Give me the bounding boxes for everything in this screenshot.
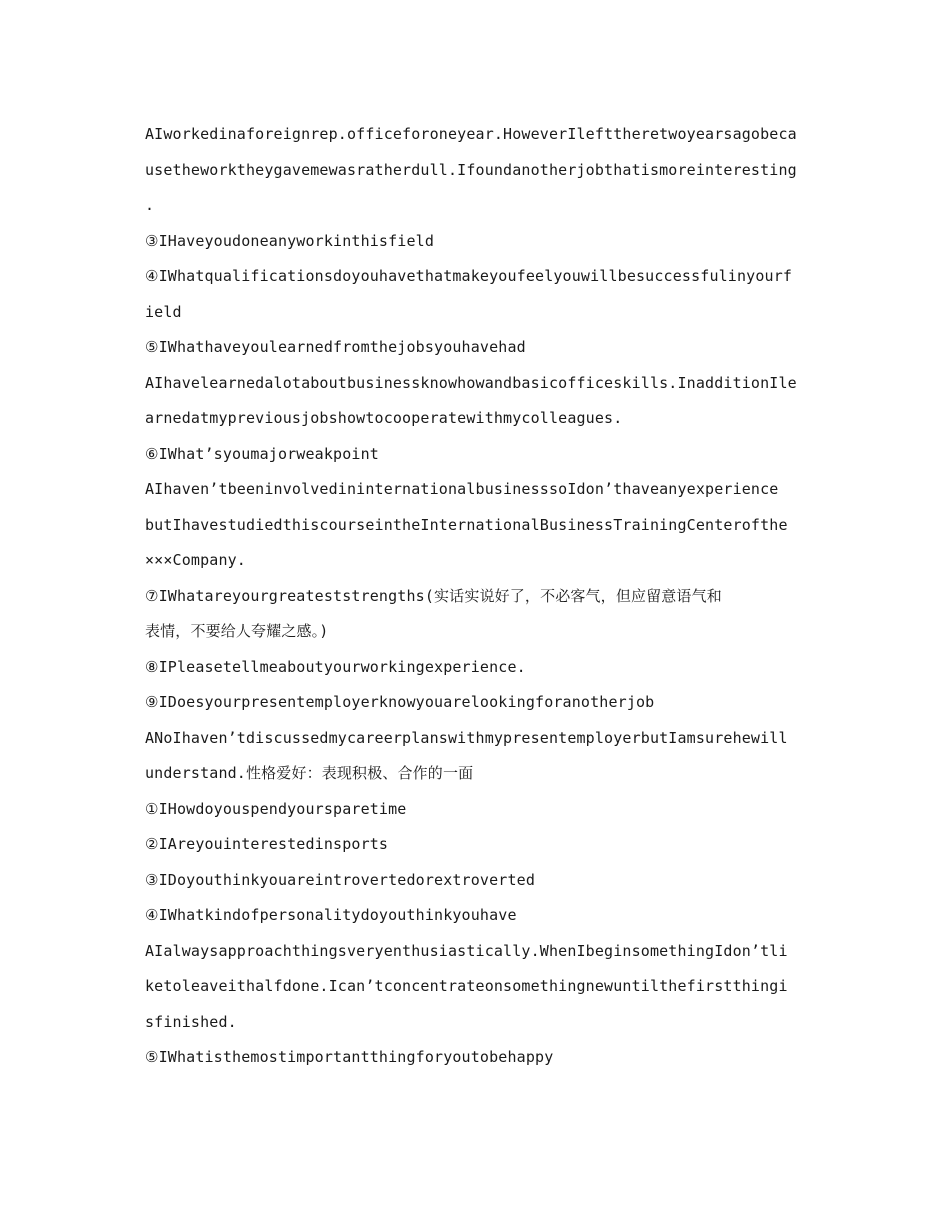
text-line: arnedatmypreviousjobshowtocooperatewithmycolleagues. bbox=[145, 409, 623, 427]
text-line: ⑤IWhatisthemostimportantthingforyoutobehappy bbox=[145, 1048, 554, 1066]
text-line: ⑥IWhat’syoumajorweakpoint bbox=[145, 444, 379, 463]
text-line: ③IDoyouthinkyouareintrovertedorextroverted bbox=[145, 870, 536, 889]
text-line: ⑤IWhathaveyoulearnedfromthejobsyouhavehad bbox=[145, 338, 526, 356]
text-line: ANoIhaven’tdiscussedmycareerplanswithmypresentemployerbutIamsurehewill bbox=[145, 728, 788, 747]
text-line: understand.性格爱好：表现积极、合作的一面 bbox=[145, 764, 474, 782]
text-line: butIhavestudiedthiscourseintheInternationalBusinessTrainingCenterofthe bbox=[145, 515, 788, 534]
text-line: ④IWhatqualificationsdoyouhavethatmakeyoufeelyouwillbesuccessfulinyourf bbox=[145, 267, 793, 285]
text-line: sfinished. bbox=[145, 1012, 237, 1031]
text-line: 表情，不要给人夸耀之感。) bbox=[145, 622, 329, 640]
text-line: ×××Company. bbox=[145, 551, 246, 569]
text-line: ketoleaveithalfdone.Ican’tconcentrateonsomethingnewuntilthefirstthingi bbox=[145, 977, 788, 995]
text-line: . bbox=[145, 196, 155, 214]
text-line: AIhaven’tbeeninvolvedininternationalbusinesssoIdon’thaveanyexperience bbox=[145, 480, 779, 498]
text-line: ①IHowdoyouspendyoursparetime bbox=[145, 799, 407, 818]
text-line: ⑦IWhatareyourgreateststrengths(实话实说好了，不必客气，但应留意语气和 bbox=[145, 586, 722, 605]
text-line: AIhavelearnedalotaboutbusinessknowhowandbasicofficeskills.InadditionIle bbox=[145, 373, 797, 392]
text-line: ②IAreyouinterestedinsports bbox=[145, 835, 389, 853]
text-line: ③IHaveyoudoneanyworkinthisfield bbox=[145, 231, 435, 250]
document-body bbox=[145, 117, 813, 1076]
text-line: usetheworktheygavemewasratherdull.Ifoundanotherjobthatismoreinteresting bbox=[145, 160, 797, 179]
text-line: ⑨IDoesyourpresentemployerknowyouarelookingforanotherjob bbox=[145, 693, 655, 711]
text-line: ④IWhatkindofpersonalitydoyouthinkyouhave bbox=[145, 906, 517, 924]
text-line: AIalwaysapproachthingsveryenthusiastically.WhenIbeginsomethingIdon’tli bbox=[145, 941, 788, 960]
text-line: AIworkedinaforeignrep.officeforoneyear.HoweverIlefttheretwoyearsagobeca bbox=[145, 125, 797, 143]
text-line: ield bbox=[145, 302, 182, 321]
text-line: ⑧IPleasetellmeaboutyourworkingexperience. bbox=[145, 657, 526, 676]
